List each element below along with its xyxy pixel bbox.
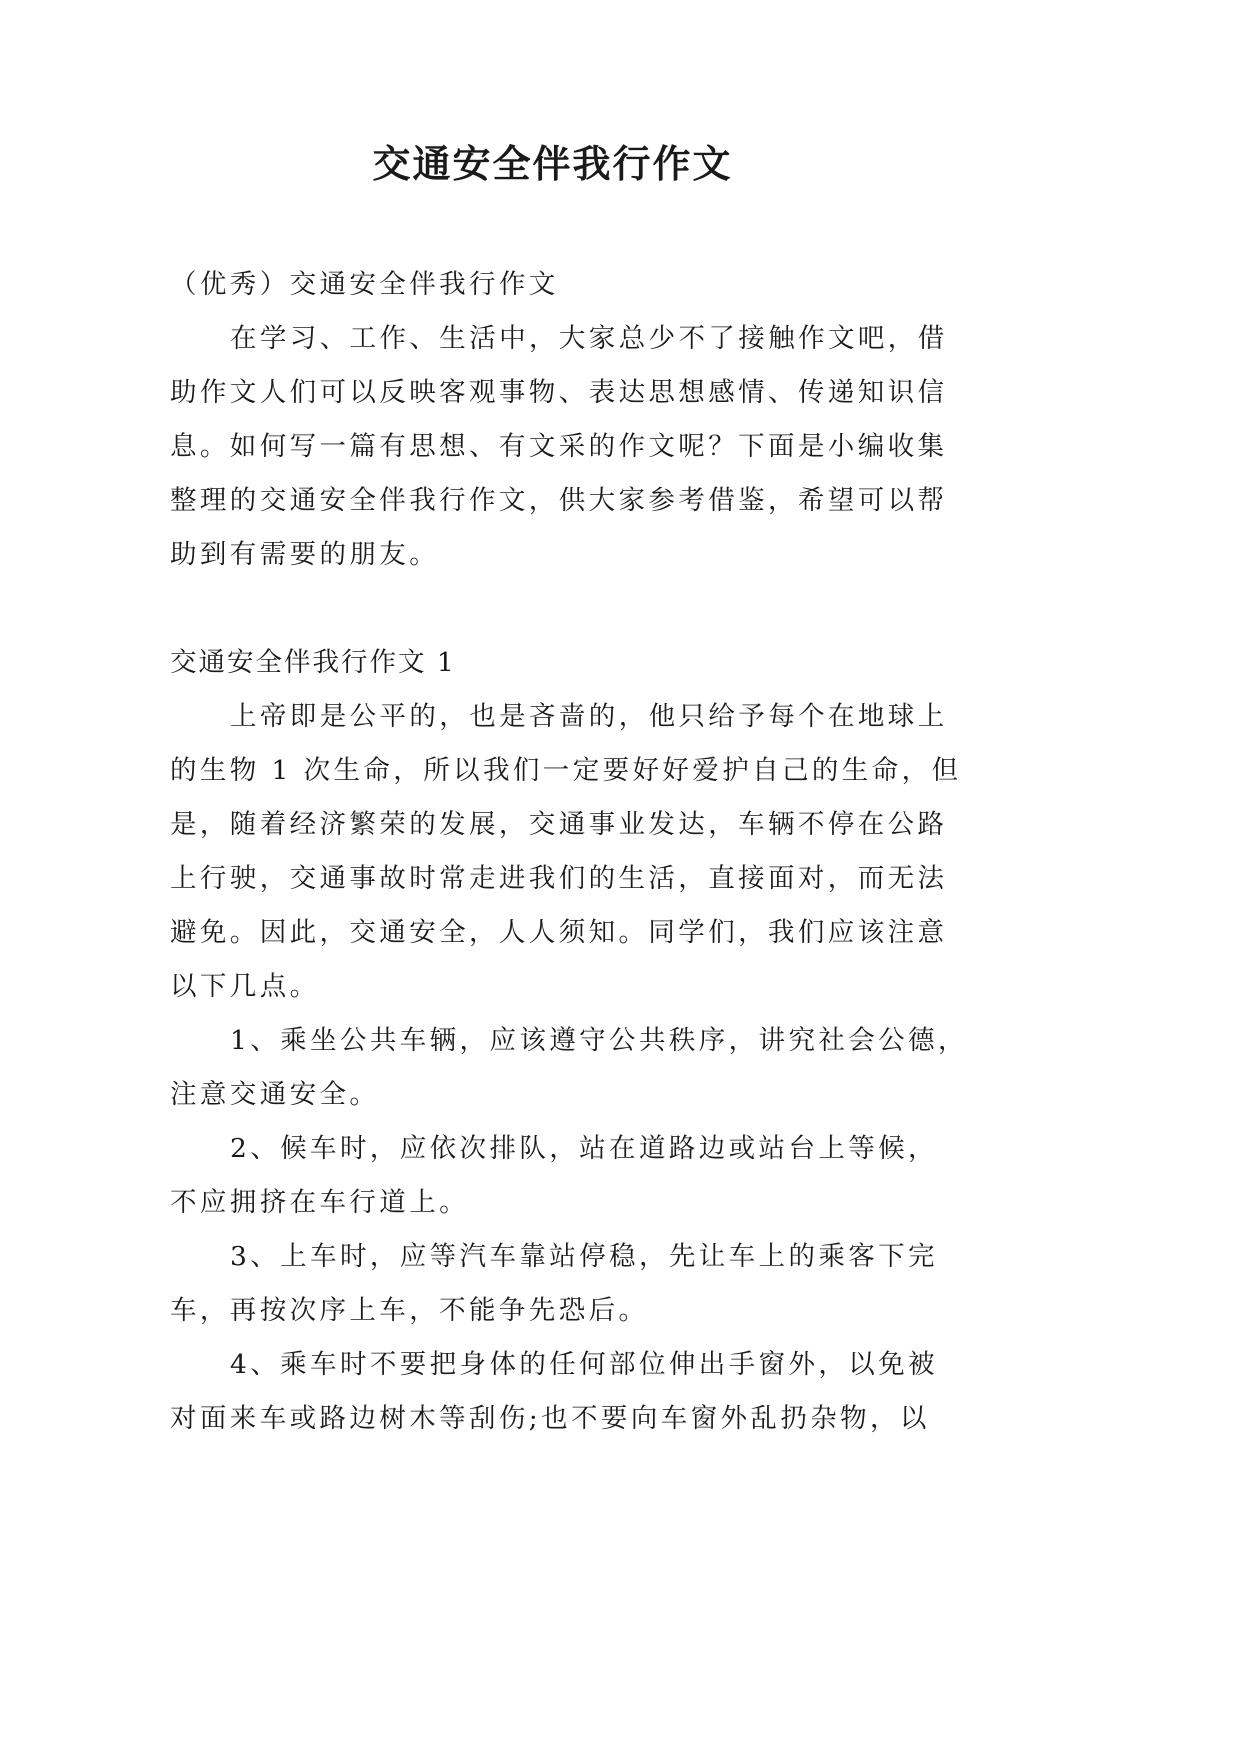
paragraph-line: 对面来车或路边树木等刮伤;也不要向车窗外乱扔杂物，以	[170, 1403, 930, 1434]
list-item-paragraph	[170, 1122, 950, 1230]
paragraph-line: 2、候车时，应依次排队，站在道路边或站台上等候，	[230, 1133, 938, 1164]
paragraph-line: 助作文人们可以反映客观事物、表达思想感情、传递知识信	[170, 377, 948, 408]
body-paragraph	[170, 690, 962, 1014]
paragraph-line: 助到有需要的朋友。	[170, 539, 440, 570]
blank-line	[170, 582, 950, 636]
list-item-paragraph	[170, 1338, 950, 1446]
document-body	[170, 258, 968, 1446]
paragraph-line: 上帝即是公平的，也是吝啬的，他只给予每个在地球上	[230, 701, 948, 732]
page-title: 交通安全伴我行作文	[372, 141, 733, 186]
paragraph-line: 是，随着经济繁荣的发展，交通事业发达，车辆不停在公路	[170, 809, 948, 840]
paragraph-line: 的生物 1 次生命，所以我们一定要好好爱护自己的生命，但	[170, 755, 962, 786]
paragraph-line: 上行驶，交通事故时常走进我们的生活，直接面对，而无法	[170, 863, 948, 894]
list-item-paragraph	[170, 1014, 968, 1122]
paragraph-line: 整理的交通安全伴我行作文，供大家参考借鉴，希望可以帮	[170, 485, 948, 516]
paragraph-line: 4、乘车时不要把身体的任何部位伸出手窗外，以免被	[230, 1349, 938, 1380]
list-item-paragraph	[170, 1230, 950, 1338]
paragraph-line: 避免。因此，交通安全，人人须知。同学们，我们应该注意	[170, 917, 948, 948]
paragraph-line: 以下几点。	[170, 971, 320, 1002]
paragraph-line: 注意交通安全。	[170, 1079, 380, 1110]
paragraph-line: 车，再按次序上车，不能争先恐后。	[170, 1295, 649, 1326]
paragraph-line: 3、上车时，应等汽车靠站停稳，先让车上的乘客下完	[230, 1241, 938, 1272]
section-heading: 交通安全伴我行作文 1	[170, 647, 456, 678]
intro-paragraph	[170, 312, 950, 582]
paragraph-line: 不应拥挤在车行道上。	[170, 1187, 469, 1218]
paragraph-line: 1、乘坐公共车辆，应该遵守公共秩序，讲究社会公德，	[230, 1025, 968, 1056]
paragraph-line: 在学习、工作、生活中，大家总少不了接触作文吧，借	[230, 323, 948, 354]
paragraph-line: 息。如何写一篇有思想、有文采的作文呢？下面是小编收集	[170, 431, 948, 462]
document-subtitle: （优秀）交通安全伴我行作文	[170, 269, 559, 300]
